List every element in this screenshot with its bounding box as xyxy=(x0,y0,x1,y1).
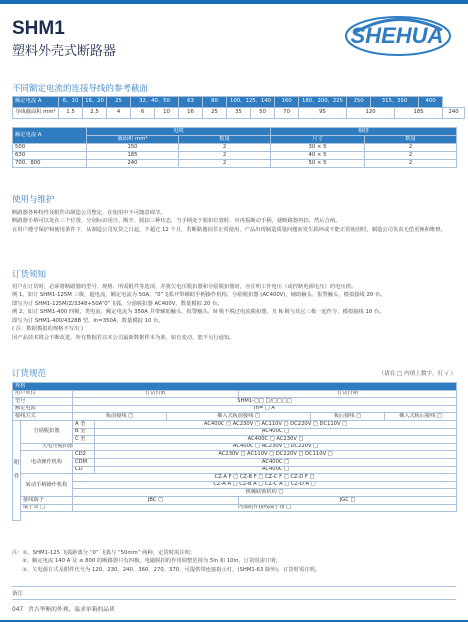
cell: 630 xyxy=(13,152,87,160)
voltage-options[interactable]: AC400C □ xyxy=(95,466,457,474)
svg-text:SHEHUA: SHEHUA xyxy=(350,23,444,48)
type-label: A 型 xyxy=(73,420,95,428)
t2-bar-size: 尺寸 xyxy=(271,136,365,144)
order-p1: 用户在订货时，必须将断路器的型号、规格、所需附件等选项，并将欠电压脱扣器和分励脱扣器时，应注明工作电压（或控制电源电压）的电压值。 xyxy=(12,284,357,290)
cell: 700、800 xyxy=(13,160,87,168)
order-section-heading: 订货须知 xyxy=(12,270,47,280)
terminal-cover-option[interactable]: 端子罩 □ xyxy=(21,504,73,512)
spec-section-heading: 订货规范 xyxy=(12,369,47,379)
section-cell: 35 xyxy=(227,108,251,119)
t2-wire-area: 截面积 mm² xyxy=(87,136,179,144)
voltage-options[interactable]: AC230V □ AC110V □ DC220V □ DC110V □ xyxy=(95,451,457,459)
voltage-options[interactable]: AC400C □ xyxy=(95,458,457,466)
page-subtitle: 塑料外壳式断路器 xyxy=(12,44,117,59)
section-cell: 2.5 xyxy=(83,108,107,119)
current-cell: 32、40、50 xyxy=(131,97,179,108)
cell: 2 xyxy=(179,144,271,152)
cell: 2 xyxy=(179,152,271,160)
spec-header: 规格 xyxy=(13,383,457,391)
model-input[interactable]: SHM1-□□ □/□□□□ xyxy=(73,398,457,406)
table-row xyxy=(13,160,457,168)
page-title: SHM1 xyxy=(12,18,65,39)
cell: 2 xyxy=(179,160,271,168)
page-footer xyxy=(12,604,115,613)
type-label: CDM xyxy=(73,458,95,466)
order-p3: 例 2，如订 SHM1-400 四极，类电流、额定电流为 350A 并带辅助触头、报警触头、N 极不脱过电流脱扣器，且 N 极与其它三极一起作分、模拟接线 10 台。 xyxy=(12,309,385,316)
terminal-label: 接线端子 xyxy=(21,496,73,504)
section-cell: 10 xyxy=(155,108,179,119)
terminal-option[interactable]: JGC □ xyxy=(239,496,457,504)
order-text xyxy=(12,283,456,342)
t2-bar-qty: 数量 xyxy=(365,136,457,144)
spec-table xyxy=(12,382,457,521)
note-line: ③、欠电源方式及附件代号为 120、230、240、360、270、370，可提供带连接指示灯，(SHM1-63 除外)，订货时需注明。 xyxy=(22,566,321,573)
voltage-options[interactable]: AC400C □ AC230V □ DC220V □ xyxy=(95,443,457,451)
type-label: C 型 xyxy=(73,436,95,444)
t2-group-bar: 铜排 xyxy=(271,128,457,136)
current-cell: 250 xyxy=(347,97,371,108)
type-label: CD2 xyxy=(73,451,95,459)
model-label: 型号 xyxy=(13,398,73,406)
spacer xyxy=(21,518,457,521)
rated-current-label: 额定电流 xyxy=(13,405,73,413)
cell: 150 xyxy=(87,144,179,152)
shunt-release-label: 分励脱扣器 xyxy=(21,420,73,443)
section-cell: 25 xyxy=(203,108,227,119)
wire-section-heading: 不同额定电流的连接导线的参考截面 xyxy=(12,84,149,94)
section-cell: 120 xyxy=(347,108,395,119)
current-cell: 315、350 xyxy=(371,97,419,108)
order-p5: 因产品技术将会不断改进，所有数据若以本公司最新数据样本为准，如有变动，恕不另行通知。 xyxy=(12,334,235,341)
note-line: ②、额定电流 140 A 及 ≤ 800 的断路器只有四极，电磁脱扣的作用调整范围为 5In 和 10In，订货时需订明； xyxy=(22,558,281,565)
section-cell: 70 xyxy=(275,108,299,119)
voltage-options[interactable]: AC400C □ AC230V □ xyxy=(95,436,457,444)
page-number: 047 xyxy=(12,607,24,613)
cell: 500 xyxy=(13,144,87,152)
current-cell: 25 xyxy=(107,97,131,108)
terminal-option[interactable]: JBC □ xyxy=(73,496,239,504)
handle-options[interactable]: CZ-A A □ CZ-B A □ CZ-C A □ CZ-D A □ xyxy=(73,481,457,489)
current-cell: 400 xyxy=(419,97,443,108)
section-row xyxy=(13,108,465,119)
remark-row xyxy=(12,586,456,600)
current-cell: 16、20 xyxy=(83,97,107,108)
maint-section-heading: 使用与维护 xyxy=(12,195,55,205)
wiring-option[interactable]: 板后接线 □ xyxy=(311,413,385,421)
section-cell: 16 xyxy=(179,108,203,119)
wiring-option[interactable]: 板前接线 □ xyxy=(73,413,167,421)
voltage-options[interactable]: AC400C □ AC230V □ AC110V □ DC220V □ DC110V □ xyxy=(95,420,457,428)
cell: 185 xyxy=(87,152,179,160)
wiring-option[interactable]: 插入式板前接线 □ xyxy=(167,413,311,421)
notes-block xyxy=(12,549,456,574)
order-p2b: 即写为订 SHM1-125M/Z/3348+50A“0”飞弧，分励脱扣器 AC400V，数量模拟 20 台。 xyxy=(12,300,223,307)
t2-col-current: 额定电流 A xyxy=(13,128,87,144)
section-cell: 4 xyxy=(107,108,131,119)
cell: 50 × 5 xyxy=(271,160,365,168)
section-cell: 185 xyxy=(395,108,443,119)
maint-p3: 在用户遵守保护和使用条件下，从制造公司发货之日起，不超过 12 个月，若断路器因非正常使用，产品出现制造质量问题而发生损坏或不能正常使用时，制造公司负责无偿更换和维修。 xyxy=(12,226,446,233)
undervoltage-label: 欠电压脱扣器 xyxy=(21,443,95,451)
cell: 2 xyxy=(365,144,457,152)
rotary-handle-label: 转动手柄操作机构 xyxy=(21,474,73,497)
t2-wire-qty: 数量 xyxy=(179,136,271,144)
cell: 30 × 5 xyxy=(271,144,365,152)
order-date-label: 订货日期 xyxy=(239,390,457,398)
handle-options[interactable]: CZ-A F □ CZ-B F □ CZ-C F □ CZ-D F □ xyxy=(73,474,457,482)
top-accent-bar xyxy=(0,0,468,4)
cell: 2 xyxy=(365,152,457,160)
large-current-table xyxy=(12,127,457,168)
cell: 240 xyxy=(87,160,179,168)
section-cell: 240 xyxy=(443,108,465,119)
order-p2: 例 1，如订 SHM1-125M 三极，超电流，额定电流为 50A、“0”飞弧开带辅助手柄操作机构，分励脱扣器 (AC400V)，辅助触头、报警触头，模拟接线 20 台。 xyxy=(12,292,386,299)
user-unit-label: 用户单位 xyxy=(13,390,73,398)
maint-p1: 断路器各种特性及附件由制造公司整定，在使用中不可随意调节。 xyxy=(12,210,166,216)
maint-text xyxy=(12,209,456,234)
table-row xyxy=(13,144,457,152)
internal-terminal-option[interactable]: 内部附件接线端子排 □ xyxy=(73,504,457,512)
section-label: 导线截面积 mm² xyxy=(13,108,59,119)
wiring-option[interactable]: 插入式板后接线 □ xyxy=(385,413,457,421)
current-cell: 6、10 xyxy=(59,97,83,108)
motor-operator-label: 电动操作机构 xyxy=(21,451,73,474)
current-cell: 80 xyxy=(203,97,227,108)
current-cell: 100、125、140 xyxy=(227,97,275,108)
footer-text: 舍吉华断的外观、温求单箱的品质 xyxy=(27,607,115,613)
current-cell: 160 xyxy=(275,97,299,108)
current-cell: 63 xyxy=(179,97,203,108)
current-cell: 180、200、225 xyxy=(299,97,347,108)
section-cell: 1.5 xyxy=(59,108,83,119)
rated-current-input[interactable]: In= □ A xyxy=(73,405,457,413)
type-label: B 型 xyxy=(73,428,95,436)
wire-section-table xyxy=(12,96,465,119)
order-qty-label: 订货台数 xyxy=(73,390,239,398)
interlock-option[interactable]: 机械联锁机构 □ xyxy=(73,489,457,497)
brand-logo xyxy=(338,12,456,60)
current-label: 额定电流 A xyxy=(13,97,59,108)
footer-accent-line xyxy=(0,620,468,622)
accessory-side-label: 附 件 xyxy=(13,420,21,520)
remark-label: 备注 xyxy=(12,591,24,597)
cell: 40 × 5 xyxy=(271,152,365,160)
spec-fill-note: （请在 □ 内填上数字，打 √ ） xyxy=(378,371,456,377)
current-row xyxy=(13,97,465,108)
voltage-options[interactable]: AC400C □ xyxy=(95,428,457,436)
table-row xyxy=(13,152,457,160)
wiring-label: 接线方式 xyxy=(13,413,73,421)
type-label: CD xyxy=(73,466,95,474)
order-p4: ( 注：数据模拟的规格不写出 ) xyxy=(12,326,84,333)
note-line: 注：①、SHM1-125 飞弧距离分 “0” 飞弧与 “50mm” 两种，定货时需注明； xyxy=(12,550,196,556)
maint-p2: 断路器手柄可以处在三个位置，分别标识闭合、断开、脱扣三种状态，当手柄处于脱扣位置时，应再扳断动手柄，使断路器再扣，然后合闸。 xyxy=(12,218,341,225)
order-p3b: 即写为订 SHM1-400/4328B 型，In=350A，数量模拟 10 台。 xyxy=(12,317,164,324)
cell: 2 xyxy=(365,160,457,168)
t2-group-wire: 电缆 xyxy=(87,128,271,136)
section-cell: 50 xyxy=(251,108,275,119)
section-cell: 6 xyxy=(131,108,155,119)
section-cell: 95 xyxy=(299,108,347,119)
